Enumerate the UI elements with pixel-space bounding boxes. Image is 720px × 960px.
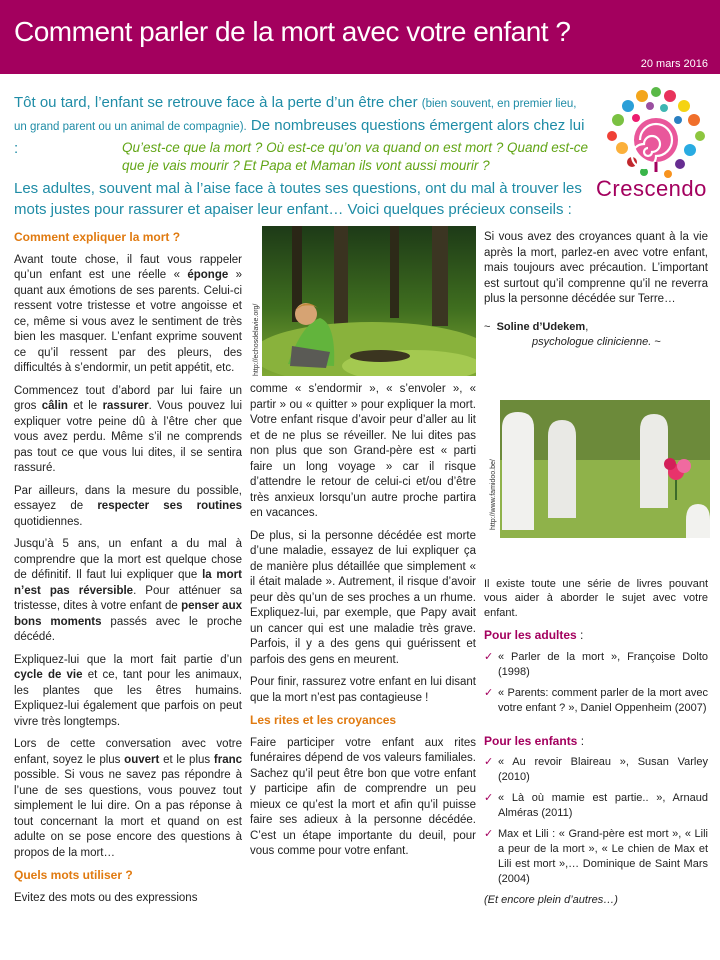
kids-books-list xyxy=(484,755,708,887)
col1-paragraph-2: Commencez tout d’abord par lui faire un gros câlin et le rassurer. Vous pouvez lui expliquer votre peine dû à l’être cher que vous avez perdu. Même s’il ne comprends pas tout ce que vous lui dites, il se sentira rassuré. xyxy=(14,384,243,474)
intro-lead: Tôt ou tard, l’enfant se retrouve face à la perte d’un être cher xyxy=(14,94,418,111)
publication-date: 20 mars 2016 xyxy=(640,58,708,70)
check-icon: ✓ xyxy=(484,650,494,663)
col1-paragraph-3: Par ailleurs, dans la mesure du possible, essayez de respecter ses routines quotidiennes. xyxy=(14,484,242,528)
list-item: ✓ « Là où mamie est partie.. », Arnaud Alméras (2011) xyxy=(484,792,708,819)
intro-paragraph-2: Les adultes, souvent mal à l’aise face à toutes ses questions, ont du mal à trouver les mots justes pour rassurer et apaiser leur enfant… Voici quelques précieux conseils : xyxy=(14,180,582,218)
check-icon: ✓ xyxy=(484,686,494,699)
logo-wordmark: Crescendo xyxy=(596,176,707,201)
boy-photo-credit: http://echosdelavie.org/ xyxy=(253,303,260,376)
col2-paragraph-2: De plus, si la personne décédée est morte d’une maladie, essayez de lui expliquer ça de manière plus détaillée que simplement « il était malade ». Autrement, il risque d’avoir peur dès qu’un de ses proches a un rhume. Expliquez-lui, par exemple, que Papy avait un cancer qui est une maladie très grave. Parfois, il y a des gens qui guérissent et parfois des gens en meurent. xyxy=(250,529,476,666)
col1-paragraph-1: Avant toute chose, il faut vous rappeler qu’un enfant est une réelle « éponge » quant aux émotions de ses parents. Celui-ci ressent votre tristesse et votre angoisse et ce, même si vous avez le sentiment de très bien les masquer. L’enfant exprime souvent ce qu’il ressent par des pleurs, des difficultés à s’endormir, un petit appétit, etc. xyxy=(14,253,243,374)
col1-paragraph-5: Expliquez-lui que la mort fait partie d’un cycle de vie et ce, tant pour les animaux, les plantes que les êtres humains. Expliquez-lui également que parfois on peut vivre très longtemps. xyxy=(14,653,242,728)
column-1 xyxy=(14,230,242,913)
heading-rites-croyances: Les rites et les croyances xyxy=(250,713,397,727)
heading-expliquer-mort: Comment expliquer la mort ? xyxy=(14,230,181,244)
boy-forest-photo xyxy=(262,226,476,376)
intro-questions: Qu’est-ce que la mort ? Où est-ce qu’on va quand on est mort ? Quand est-ce que je vais mourir ? Et Papa et Maman ils vont aussi mourir ? xyxy=(122,140,589,173)
check-icon: ✓ xyxy=(484,756,494,768)
adult-books-list xyxy=(484,650,708,716)
intro-block xyxy=(14,92,589,220)
graves-photo-credit: http://www.famidoo.be/ xyxy=(490,459,497,530)
author-signature: ~ Soline d’Udekem, psychologue clinicienne. ~ xyxy=(484,320,661,348)
col2-paragraph-3: Pour finir, rassurez votre enfant en lui disant que la mort n’est pas contagieuse ! xyxy=(250,676,476,704)
col1-paragraph-7: Evitez des mots ou des expressions xyxy=(14,891,198,904)
header-banner xyxy=(0,0,720,74)
heading-quels-mots: Quels mots utiliser ? xyxy=(14,868,133,882)
check-icon: ✓ xyxy=(484,792,494,804)
check-icon: ✓ xyxy=(484,828,494,840)
intro-lead-2: De nombreuses questions émergent alors chez lui : xyxy=(14,117,585,157)
list-item: ✓ Max et Lili : « Grand-père est mort », « Lili a peur de la mort », « Le chien de Max et Lili est mort »,… Dominique de Saint Mars (2004) xyxy=(484,828,708,885)
intro-lead-small: (bien souvent, en premier lieu, un grand parent ou un animal de compagnie). xyxy=(14,98,577,133)
column-3 xyxy=(484,230,708,909)
col1-paragraph-6: Lors de cette conversation avec votre enfant, soyez le plus ouvert et le plus franc possible. Si vous ne savez pas répondre à l’une de ses questions, vous pouvez tout simplement le lui dire. On a pas réponse à tout concernant la mort et quand on est adulte on se pose encore des questions à propos de la mort… xyxy=(14,738,243,859)
page-title: Comment parler de la mort avec votre enfant ? xyxy=(14,16,571,47)
column-2 xyxy=(250,382,476,867)
col2-paragraph-4: Faire participer votre enfant aux rites funéraires dépend de vos valeurs familiales. Sachez qu’il peut être bon que votre enfant y participe afin de comprendre un peu mieux ce qu’est la mort et afin qu’il puisse faire ses adieux à la personne décédée. C’est un étape importante du deuil, pour vous comme pour votre enfant. xyxy=(250,736,476,857)
more-books-note: (Et encore plein d’autres…) xyxy=(484,894,618,906)
list-item: ✓ « Au revoir Blaireau », Susan Varley (2010) xyxy=(484,756,708,783)
col3-paragraph-2: Il existe toute une série de livres pouvant vous aider à aborder le sujet avec votre enfant. xyxy=(484,577,708,619)
list-item: ✓ « Parents: comment parler de la mort avec votre enfant ? », Daniel Oppenheim (2007) xyxy=(484,686,708,714)
list-item: ✓ « Parler de la mort », Françoise Dolto (1998) xyxy=(484,650,708,678)
heading-pour-enfants: Pour les enfants : xyxy=(484,733,585,748)
col3-paragraph-1: Si vous avez des croyances quant à la vie après la mort, parlez-en avec votre enfant, mais toujours avec précaution. L’important est surtout qu’il comprenne qu’il ne reverra plus la personne décédée sur Terre… xyxy=(484,231,708,305)
heading-pour-adultes: Pour les adultes : xyxy=(484,628,584,642)
boy-forest-image xyxy=(262,226,476,376)
col2-paragraph-1: comme « s’endormir », « s’envoler », « partir » ou « quitter » pour expliquer la mort. Votre enfant risque d’avoir peur d’aller au lit et de ne plus se réveiller. Ne lui dites pas non plus que son Grand-père est « parti faire un long voyage » car il risque d’attendre le retour de celui-ci et/ou d’être très anxieux lorsqu’un autre proche partira en vacances. xyxy=(250,383,476,519)
col1-paragraph-4: Jusqu’à 5 ans, un enfant a du mal à comprendre que la mort est quelque chose de définitif. Il faut lui expliquer que la mort n’est pas réversible. Pour atténuer sa tristesse, dites à votre enfant de penser aux bons moments passés avec le proche décédé. xyxy=(14,538,242,643)
